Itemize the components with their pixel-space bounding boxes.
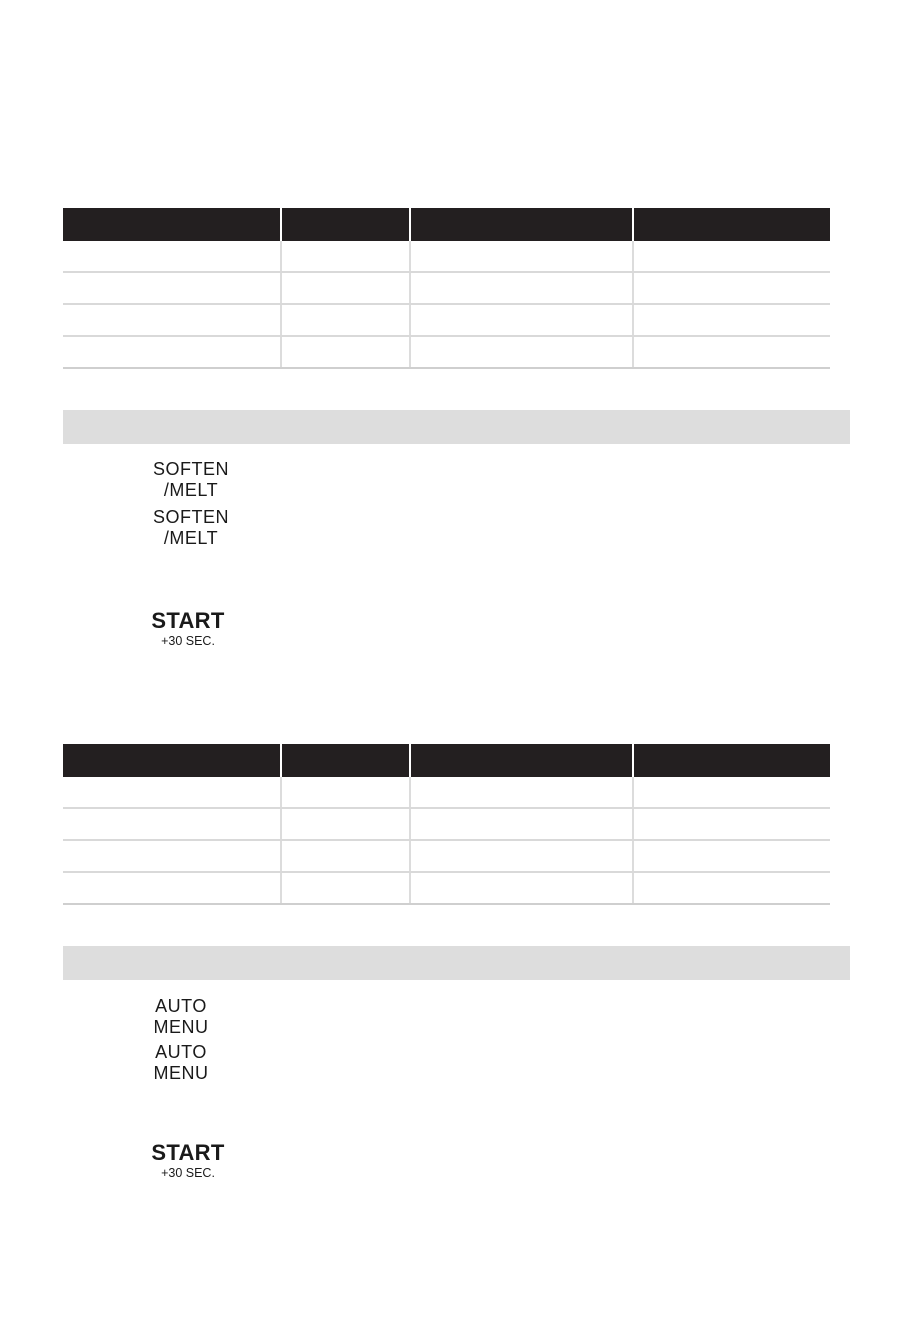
row-divider xyxy=(63,367,830,369)
table-cell xyxy=(282,777,409,807)
table-cell xyxy=(411,273,632,303)
button-sublabel: MENU xyxy=(153,1063,209,1083)
button-label: AUTO xyxy=(155,996,207,1016)
table-header-cell xyxy=(411,208,632,241)
table-row xyxy=(63,337,830,369)
table-cell xyxy=(282,809,409,839)
button-label: AUTO xyxy=(155,1042,207,1062)
table-cell xyxy=(282,273,409,303)
table-cell xyxy=(282,873,409,903)
table-cell xyxy=(282,305,409,335)
table-cell xyxy=(411,241,632,271)
table-cell xyxy=(411,337,632,367)
table-cell xyxy=(63,809,280,839)
table-cell xyxy=(634,305,830,335)
table-row xyxy=(63,305,830,337)
start-button[interactable] xyxy=(138,609,238,649)
table-row xyxy=(63,841,830,873)
table-cell xyxy=(411,305,632,335)
table-header-cell xyxy=(63,208,280,241)
table-cell xyxy=(282,841,409,871)
table-row xyxy=(63,873,830,905)
table-header-cell xyxy=(634,208,830,241)
row-divider xyxy=(63,903,830,905)
table-header-cell xyxy=(634,744,830,777)
soften-melt-table xyxy=(63,208,830,370)
button-sublabel: MENU xyxy=(153,1017,209,1037)
table-cell xyxy=(634,337,830,367)
table-cell xyxy=(634,873,830,903)
button-label: START xyxy=(151,1140,225,1165)
start-button[interactable] xyxy=(138,1141,238,1181)
button-sublabel: +30 SEC. xyxy=(161,634,215,648)
table-header-cell xyxy=(411,744,632,777)
auto-menu-button[interactable] xyxy=(131,1042,231,1084)
table-cell xyxy=(411,777,632,807)
table-header-cell xyxy=(63,744,280,777)
table-cell xyxy=(63,777,280,807)
soften-melt-button[interactable] xyxy=(141,507,241,549)
table-cell xyxy=(63,305,280,335)
button-sublabel: /MELT xyxy=(163,528,219,548)
table-cell xyxy=(411,809,632,839)
table-header-cell xyxy=(282,208,409,241)
table-cell xyxy=(282,241,409,271)
section-heading-band xyxy=(63,410,850,444)
auto-menu-button[interactable] xyxy=(131,996,231,1038)
table-header-row xyxy=(63,208,830,241)
table-row xyxy=(63,809,830,841)
button-sublabel: /MELT xyxy=(163,480,219,500)
auto-menu-table xyxy=(63,744,830,906)
button-label: SOFTEN xyxy=(152,507,229,527)
table-cell xyxy=(411,873,632,903)
table-cell xyxy=(63,337,280,367)
table-cell xyxy=(282,337,409,367)
table-cell xyxy=(634,809,830,839)
table-cell xyxy=(63,841,280,871)
table-cell xyxy=(634,777,830,807)
table-cell xyxy=(63,273,280,303)
table-cell xyxy=(634,841,830,871)
button-label: SOFTEN xyxy=(152,459,229,479)
table-cell xyxy=(634,241,830,271)
table-cell xyxy=(634,273,830,303)
table-cell xyxy=(411,841,632,871)
button-label: START xyxy=(151,608,225,633)
table-header-cell xyxy=(282,744,409,777)
table-header-row xyxy=(63,744,830,777)
table-row xyxy=(63,241,830,273)
table-cell xyxy=(63,241,280,271)
table-row xyxy=(63,777,830,809)
section-heading-band xyxy=(63,946,850,980)
table-cell xyxy=(63,873,280,903)
table-row xyxy=(63,273,830,305)
soften-melt-button[interactable] xyxy=(141,459,241,501)
button-sublabel: +30 SEC. xyxy=(161,1166,215,1180)
